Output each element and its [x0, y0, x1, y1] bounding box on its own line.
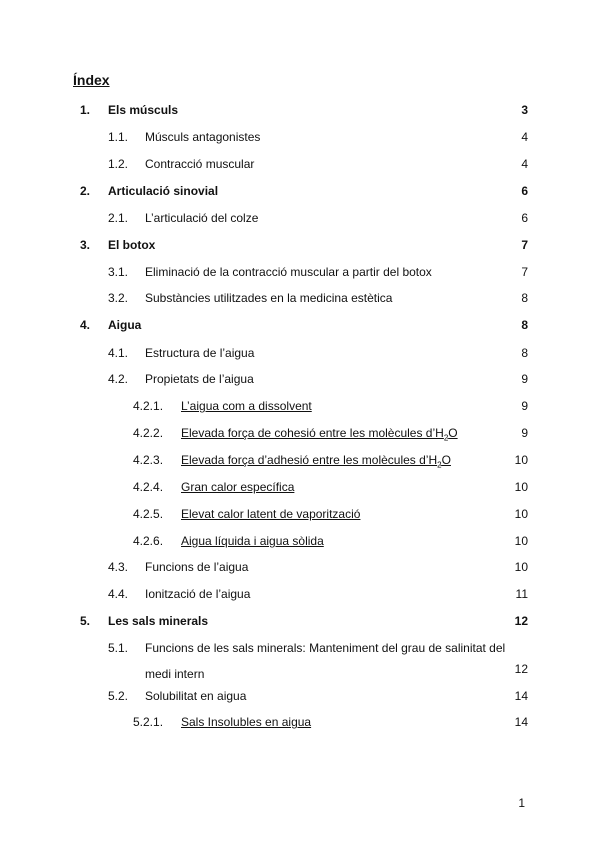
- entry-number: 4.3.: [108, 560, 129, 574]
- entry-page: 9: [521, 399, 528, 413]
- entry-page: 10: [514, 480, 528, 494]
- entry-page: 4: [521, 157, 528, 171]
- entry-number: 4.2.: [108, 372, 129, 386]
- entry-label: Solubilitat en aigua: [145, 689, 247, 703]
- entry-page: 4: [521, 130, 528, 144]
- entry-number: 4.2.2.: [133, 426, 164, 440]
- entry-label: Sals Insolubles en aigua: [181, 715, 312, 729]
- entry-page: 10: [514, 560, 528, 574]
- entry-number: 1.1.: [108, 130, 129, 144]
- label-text: Elevada força d’adhesió entre les molècules d’H: [181, 453, 438, 467]
- entry-number: 4.: [80, 318, 91, 332]
- subscript: 2: [437, 460, 442, 470]
- entry-number: 2.: [80, 184, 91, 198]
- entry-page: 14: [514, 689, 528, 703]
- entry-page: 9: [521, 372, 528, 386]
- entry-number: 4.2.6.: [133, 534, 164, 548]
- label-text-end: O: [441, 453, 451, 467]
- entry-label: Gran calor específica: [181, 480, 295, 494]
- entry-page: 9: [521, 426, 528, 440]
- entry-page: 6: [521, 211, 528, 225]
- entry-number: 4.1.: [108, 346, 129, 360]
- entry-number: 4.4.: [108, 587, 129, 601]
- toc-title: Índex: [73, 72, 110, 88]
- entry-label: Aigua: [108, 318, 142, 332]
- entry-page: 14: [514, 715, 528, 729]
- entry-label: Contracció muscular: [145, 157, 255, 171]
- entry-label: Músculs antagonistes: [145, 130, 261, 144]
- entry-number: 4.2.3.: [133, 453, 164, 467]
- entry-number: 4.2.5.: [133, 507, 164, 521]
- entry-label: Els músculs: [108, 103, 179, 117]
- entry-page: 3: [521, 103, 528, 117]
- entry-number: 3.1.: [108, 265, 129, 279]
- entry-number: 3.2.: [108, 291, 129, 305]
- entry-page: 10: [514, 453, 528, 467]
- entry-number: 1.2.: [108, 157, 129, 171]
- entry-number: 5.2.: [108, 689, 129, 703]
- entry-label: Funcions de l’aigua: [145, 560, 249, 574]
- entry-number: 4.2.4.: [133, 480, 164, 494]
- entry-page: 12: [514, 614, 528, 628]
- entry-label: Estructura de l’aigua: [145, 346, 255, 360]
- entry-number: 4.2.1.: [133, 399, 164, 413]
- entry-number: 2.1.: [108, 211, 129, 225]
- entry-label: L’aigua com a dissolvent: [181, 399, 312, 413]
- entry-page: 11: [515, 587, 528, 601]
- entry-label: Funcions de les sals minerals: Manteniment del grau de salinitat del medi intern: [145, 641, 506, 681]
- entry-number: 1.: [80, 103, 91, 117]
- entry-label: Eliminació de la contracció muscular a partir del botox: [145, 265, 432, 279]
- entry-page: 6: [521, 184, 528, 198]
- entry-label: [181, 453, 451, 472]
- entry-label: Articulació sinovial: [108, 184, 219, 198]
- entry-label: Les sals minerals: [108, 614, 209, 628]
- entry-page: 8: [521, 291, 528, 305]
- entry-label: El botox: [108, 238, 156, 252]
- subscript: 2: [443, 433, 449, 443]
- entry-page: 12: [514, 662, 528, 676]
- label-text-end: O: [448, 426, 458, 440]
- entry-label: Elevat calor latent de vaporització: [181, 507, 361, 521]
- label-text: Elevada força de cohesió entre les molècules d’H: [181, 426, 444, 440]
- entry-label: Aigua líquida i aigua sòlida: [181, 534, 324, 548]
- entry-page: 10: [514, 507, 528, 521]
- entry-label: Substàncies utilitzades en la medicina estètica: [145, 291, 393, 305]
- entry-number: 5.2.1.: [133, 715, 164, 729]
- entry-label: Propietats de l’aigua: [145, 372, 254, 386]
- entry-label: [181, 426, 458, 445]
- entry-label: Ionització de l’aigua: [145, 587, 251, 601]
- entry-page: 7: [521, 265, 528, 279]
- entry-page: 10: [514, 534, 528, 548]
- entry-page: 8: [521, 346, 528, 360]
- entry-page: 7: [521, 238, 528, 252]
- entry-number: 5.1.: [108, 641, 129, 655]
- entry-label: L’articulació del colze: [145, 211, 259, 225]
- entry-number: 3.: [80, 238, 91, 252]
- page-number: 1: [518, 796, 525, 810]
- entry-number: 5.: [80, 614, 91, 628]
- entry-page: 8: [521, 318, 528, 332]
